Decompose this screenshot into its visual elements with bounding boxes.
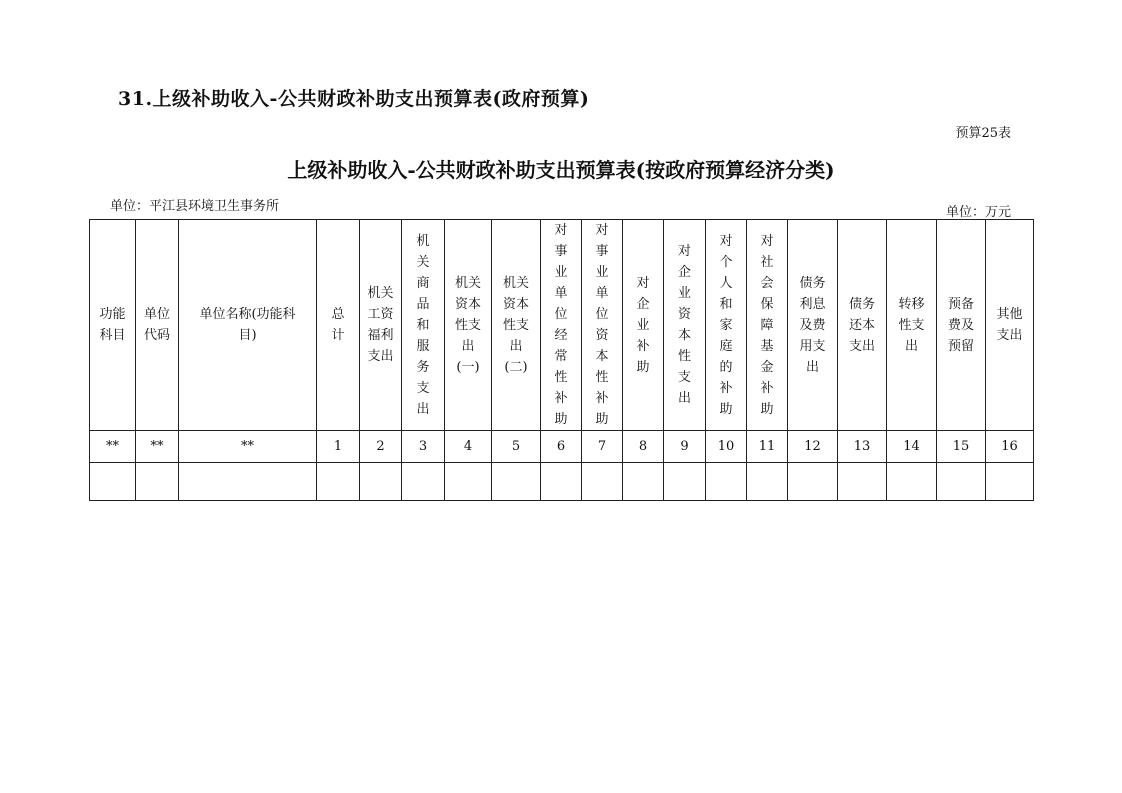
data-cell xyxy=(136,463,179,501)
code-cell: 4 xyxy=(445,431,492,463)
data-cell xyxy=(179,463,317,501)
header-cell: 机关工资福利支出 xyxy=(360,220,402,431)
code-cell: ** xyxy=(90,431,136,463)
header-cell: 债务利息及费用支出 xyxy=(788,220,838,431)
data-cell xyxy=(937,463,986,501)
header-cell: 单位名称(功能科目) xyxy=(179,220,317,431)
code-cell: ** xyxy=(179,431,317,463)
header-cell: 对企业资本性支出 xyxy=(664,220,706,431)
header-cell: 转移性支出 xyxy=(887,220,937,431)
data-cell xyxy=(706,463,747,501)
data-cell xyxy=(492,463,541,501)
code-cell: 3 xyxy=(402,431,445,463)
data-cell xyxy=(788,463,838,501)
header-cell: 总计 xyxy=(317,220,360,431)
header-cell: 对事业单位经常性补助 xyxy=(541,220,582,431)
code-cell: 12 xyxy=(788,431,838,463)
data-cell xyxy=(838,463,887,501)
data-cell xyxy=(445,463,492,501)
code-cell: 7 xyxy=(582,431,623,463)
unit-currency: 单位：万元 xyxy=(945,205,1011,220)
header-cell: 对企业补助 xyxy=(623,220,664,431)
data-cell xyxy=(402,463,445,501)
header-cell: 对事业单位资本性补助 xyxy=(582,220,623,431)
header-cell: 机关商品和服务支出 xyxy=(402,220,445,431)
header-cell: 预备费及预留 xyxy=(937,220,986,431)
main-title: 上级补助收入-公共财政补助支出预算表(按政府预算经济分类) xyxy=(287,158,835,182)
code-cell: 14 xyxy=(887,431,937,463)
header-cell: 机关资本性支出(一) xyxy=(445,220,492,431)
section-title: 31.上级补助收入-公共财政补助支出预算表(政府预算) xyxy=(118,88,590,110)
code-cell: 13 xyxy=(838,431,887,463)
data-cell xyxy=(582,463,623,501)
code-cell: 15 xyxy=(937,431,986,463)
data-cell xyxy=(747,463,788,501)
table-number: 预算25表 xyxy=(955,126,1011,141)
header-row xyxy=(90,220,1034,431)
header-cell: 其他支出 xyxy=(986,220,1034,431)
unit-organization: 单位：平江县环境卫生事务所 xyxy=(110,199,280,214)
column-code-row xyxy=(90,431,1034,463)
data-cell xyxy=(887,463,937,501)
code-cell: 16 xyxy=(986,431,1034,463)
data-cell xyxy=(317,463,360,501)
data-row xyxy=(90,463,1034,501)
code-cell: ** xyxy=(136,431,179,463)
code-cell: 1 xyxy=(317,431,360,463)
code-cell: 10 xyxy=(706,431,747,463)
header-cell: 对社会保障基金补助 xyxy=(747,220,788,431)
budget-table xyxy=(89,219,1034,501)
code-cell: 5 xyxy=(492,431,541,463)
header-cell: 对个人和家庭的补助 xyxy=(706,220,747,431)
data-cell xyxy=(664,463,706,501)
header-cell: 债务还本支出 xyxy=(838,220,887,431)
data-cell xyxy=(541,463,582,501)
code-cell: 11 xyxy=(747,431,788,463)
header-cell: 功能科目 xyxy=(90,220,136,431)
header-cell: 机关资本性支出(二) xyxy=(492,220,541,431)
code-cell: 2 xyxy=(360,431,402,463)
header-cell: 单位代码 xyxy=(136,220,179,431)
data-cell xyxy=(986,463,1034,501)
data-cell xyxy=(90,463,136,501)
code-cell: 8 xyxy=(623,431,664,463)
data-cell xyxy=(623,463,664,501)
code-cell: 6 xyxy=(541,431,582,463)
code-cell: 9 xyxy=(664,431,706,463)
data-cell xyxy=(360,463,402,501)
